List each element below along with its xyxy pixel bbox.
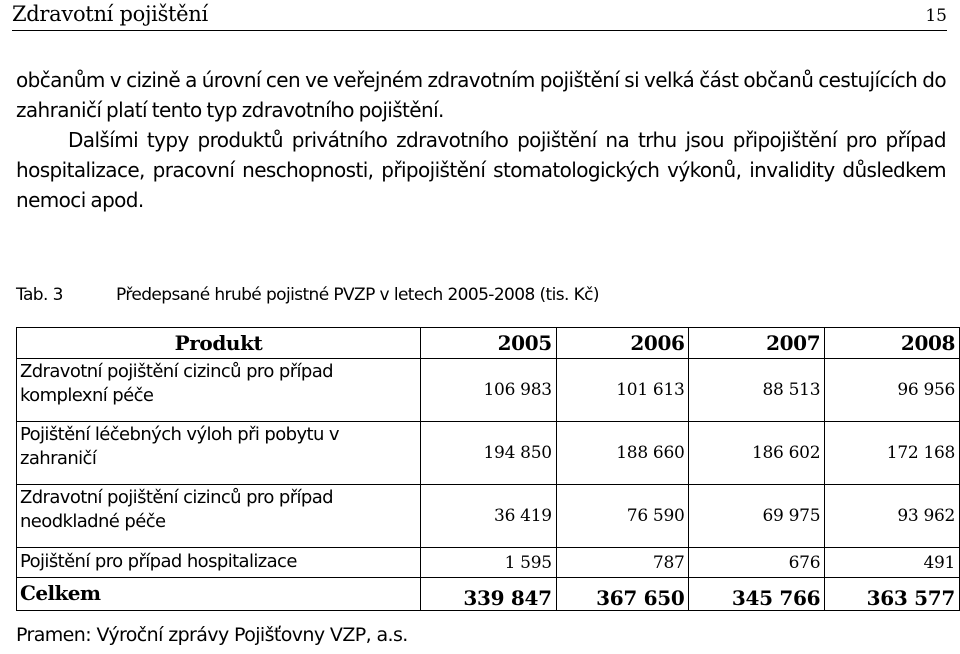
body-text — [16, 65, 946, 215]
value-cell: 106 983 — [421, 359, 557, 422]
value-cell: 172 168 — [825, 422, 960, 485]
table-row — [17, 359, 960, 422]
value-cell: 1 595 — [421, 548, 557, 578]
product-name: Pojištění léčebných výloh při pobytu v zahraničí — [17, 422, 421, 485]
value-cell: 194 850 — [421, 422, 557, 485]
total-value: 345 766 — [689, 578, 825, 611]
product-name: Zdravotní pojištění cizinců pro případ neodkladné péče — [17, 485, 421, 548]
source-note: Pramen: Výroční zprávy Pojišťovny VZP, a.s. — [16, 624, 408, 646]
table-row — [17, 485, 960, 548]
table-caption-title: Předepsané hrubé pojistné PVZP v letech 2005-2008 (tis. Kč) — [116, 285, 599, 305]
premium-table — [16, 327, 960, 611]
table-row — [17, 548, 960, 578]
paragraph-2: Dalšími typy produktů privátního zdravotního pojištění na trhu jsou připojištění pro případ hospitalizace, pracovní neschopnosti, připojištění stomatologických výkonů, invalidity důsledkem nemoci apod. — [16, 128, 946, 212]
header-2006: 2006 — [556, 328, 689, 359]
total-label: Celkem — [17, 578, 421, 611]
table-row — [17, 422, 960, 485]
value-cell: 76 590 — [556, 485, 689, 548]
value-cell: 88 513 — [689, 359, 825, 422]
total-value: 339 847 — [421, 578, 557, 611]
header-2008: 2008 — [825, 328, 960, 359]
total-value: 363 577 — [825, 578, 960, 611]
header-2005: 2005 — [421, 328, 557, 359]
page-header — [12, 0, 947, 31]
table-caption-label: Tab. 3 — [16, 285, 63, 305]
page-number: 15 — [925, 6, 947, 26]
header-title: Zdravotní pojištění — [12, 2, 208, 26]
header-product: Produkt — [17, 328, 421, 359]
value-cell: 93 962 — [825, 485, 960, 548]
product-name: Zdravotní pojištění cizinců pro případ komplexní péče — [17, 359, 421, 422]
table-total-row — [17, 578, 960, 611]
value-cell: 101 613 — [556, 359, 689, 422]
product-name: Pojištění pro případ hospitalizace — [17, 548, 421, 578]
value-cell: 188 660 — [556, 422, 689, 485]
value-cell: 676 — [689, 548, 825, 578]
table-header-row — [17, 328, 960, 359]
value-cell: 69 975 — [689, 485, 825, 548]
header-2007: 2007 — [689, 328, 825, 359]
value-cell: 186 602 — [689, 422, 825, 485]
paragraph-1: občanům v cizině a úrovní cen ve veřejném zdravotním pojištění si velká část občanů cestujících do zahraničí platí tento typ zdravotního pojištění. — [16, 68, 946, 122]
value-cell: 491 — [825, 548, 960, 578]
table-caption — [16, 285, 599, 305]
value-cell: 36 419 — [421, 485, 557, 548]
value-cell: 96 956 — [825, 359, 960, 422]
value-cell: 787 — [556, 548, 689, 578]
total-value: 367 650 — [556, 578, 689, 611]
